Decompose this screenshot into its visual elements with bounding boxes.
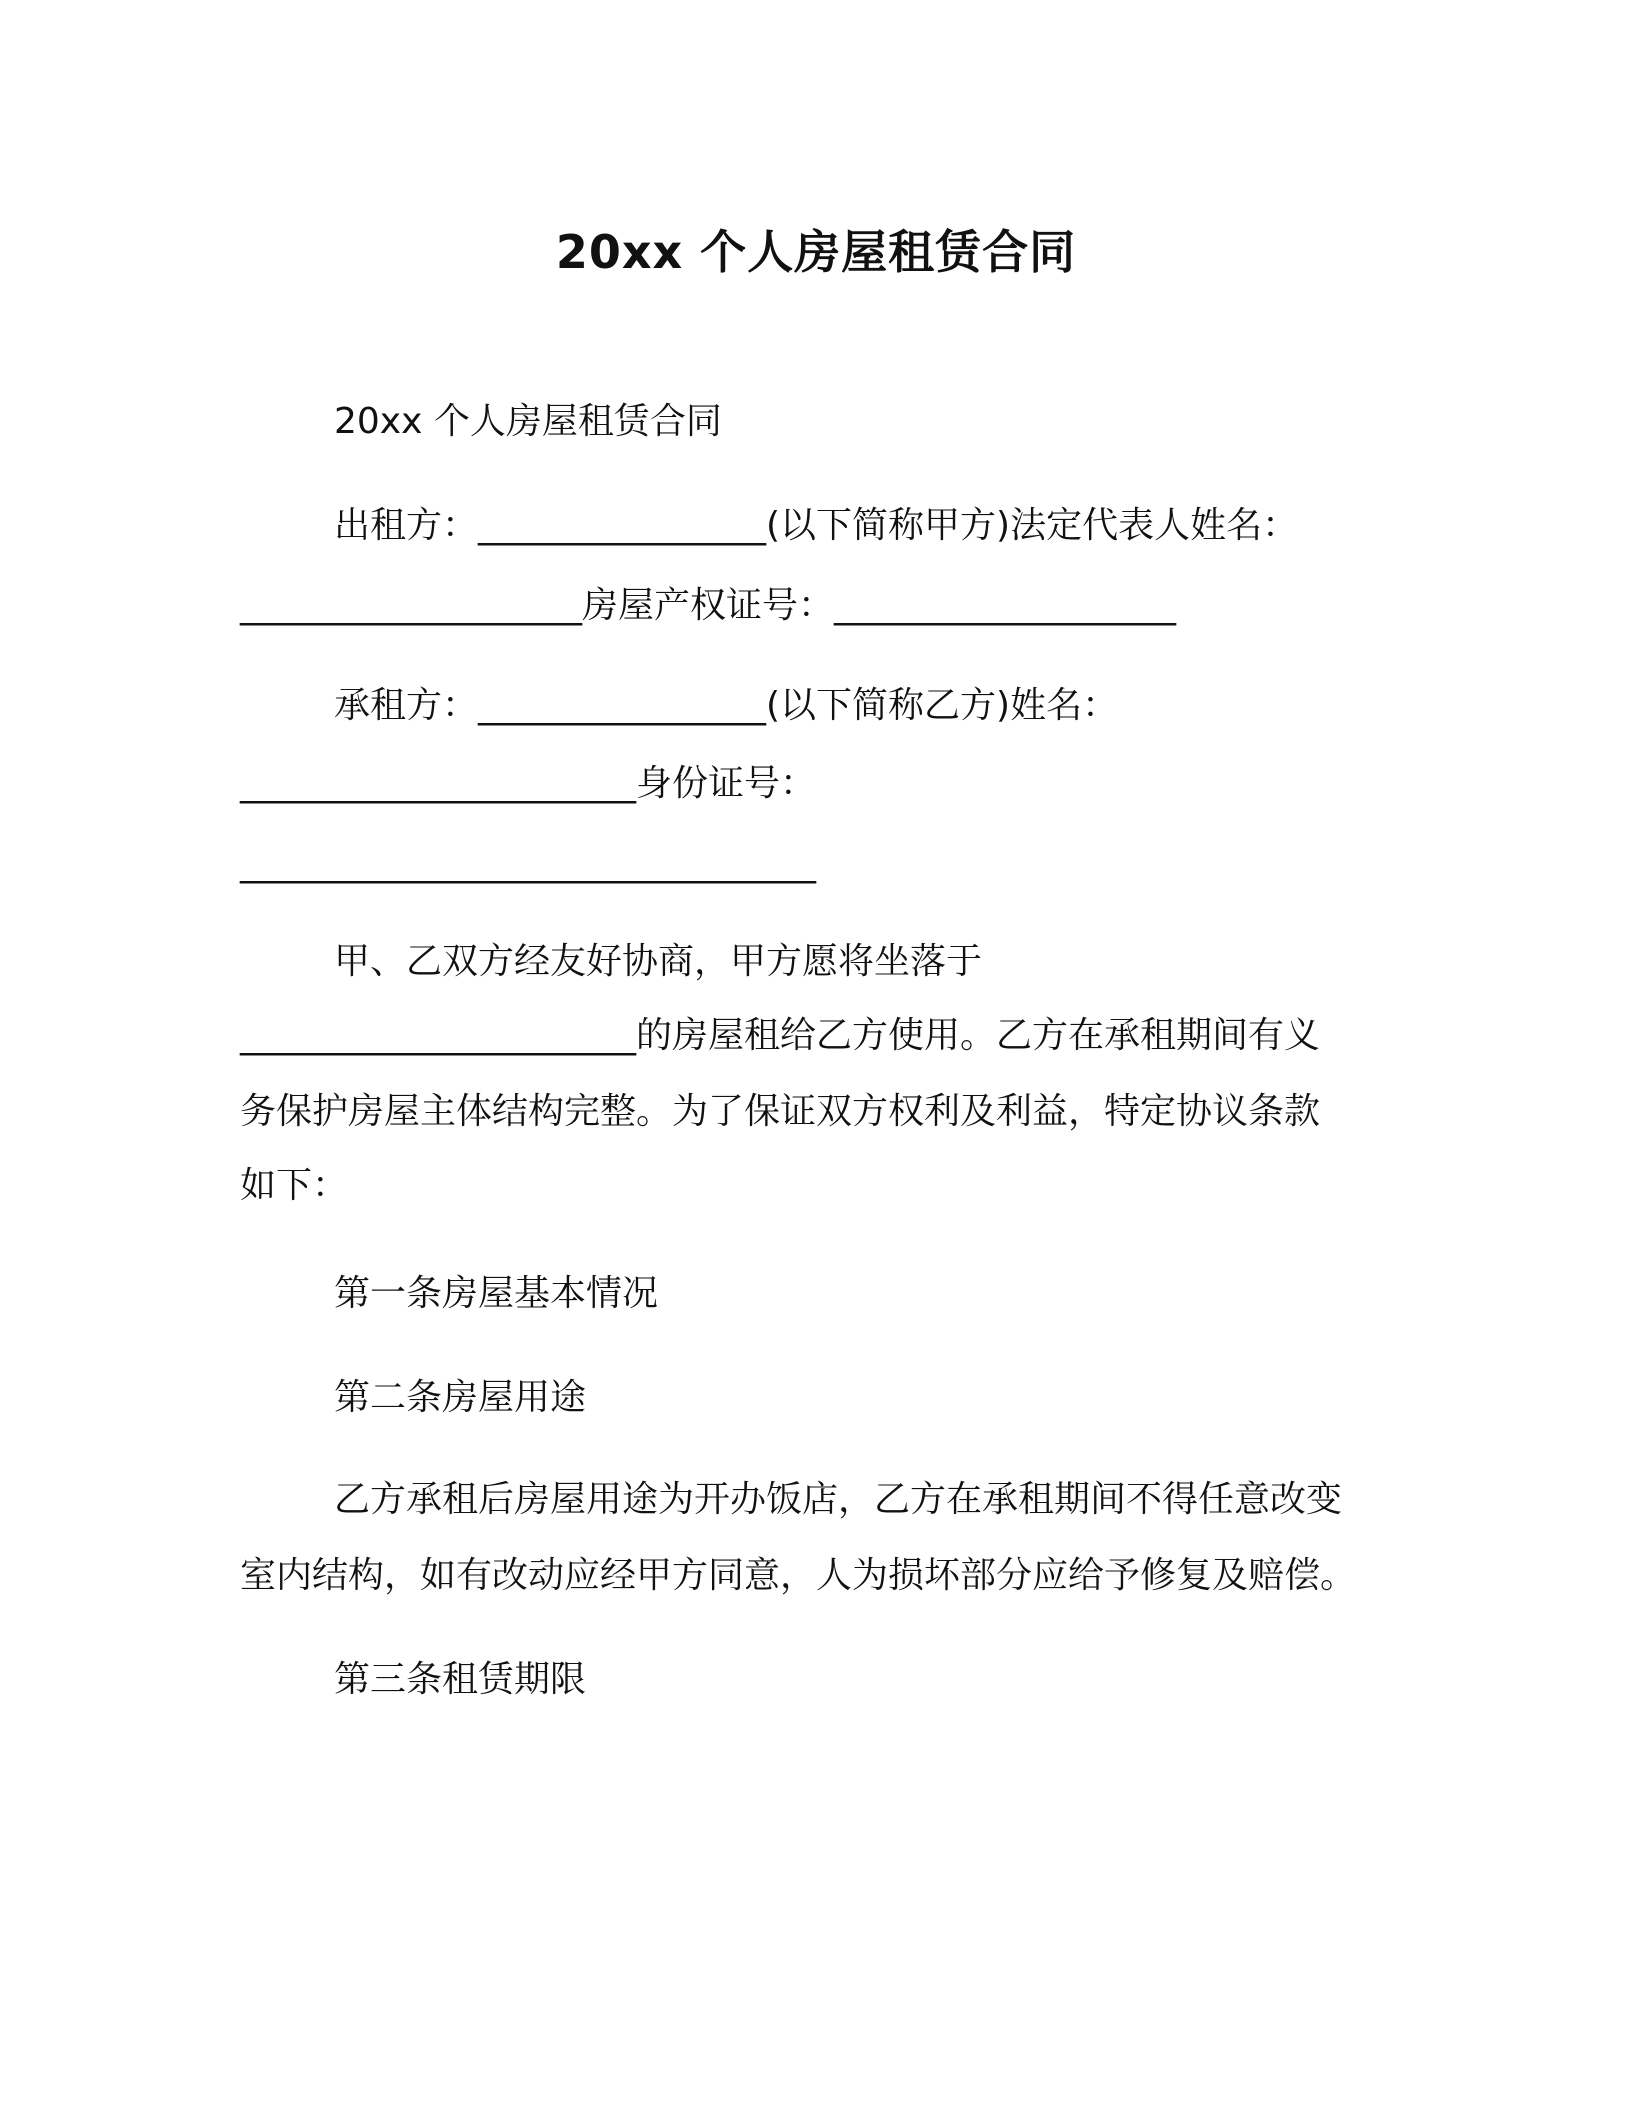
article-3-heading: 第三条租赁期限: [334, 1659, 587, 1700]
lessor-line: 出租方：________________(以下简称甲方)法定代表人姓名：: [334, 505, 1299, 546]
article-2-heading: 第二条房屋用途: [334, 1377, 587, 1418]
agreement-line-3: 务保护房屋主体结构完整。为了保证双方权利及利益，特定协议条款: [240, 1091, 1321, 1132]
property-cert-line: ___________________房屋产权证号：___________________: [240, 585, 1177, 626]
article-2-text-2: 室内结构，如有改动应经甲方同意，人为损坏部分应给予修复及赔偿。: [240, 1555, 1357, 1596]
blank-line: ________________________________: [240, 843, 816, 884]
id-number-line: ______________________身份证号：: [240, 763, 817, 804]
agreement-line-2: ______________________的房屋租给乙方使用。乙方在承租期间有义: [240, 1015, 1321, 1056]
article-2-text-1: 乙方承租后房屋用途为开办饭店，乙方在承租期间不得任意改变: [334, 1479, 1343, 1520]
subtitle-line: 20xx 个人房屋租赁合同: [334, 401, 722, 442]
agreement-intro-line: 甲、乙双方经友好协商，甲方愿将坐落于: [334, 941, 983, 982]
document-title: 20xx 个人房屋租赁合同: [555, 225, 1077, 279]
article-1-heading: 第一条房屋基本情况: [334, 1273, 659, 1314]
agreement-line-4: 如下：: [240, 1165, 349, 1206]
lessee-line: 承租方：________________(以下简称乙方)姓名：: [334, 685, 1119, 726]
